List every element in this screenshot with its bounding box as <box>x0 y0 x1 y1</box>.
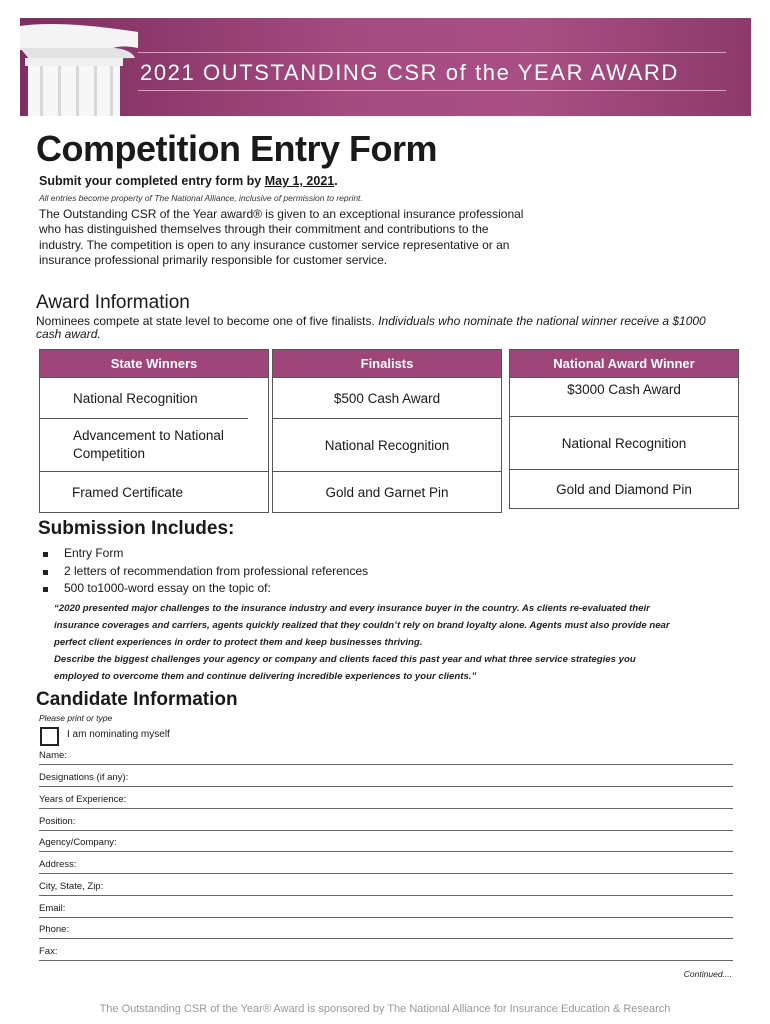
candidate-heading: Candidate Information <box>36 689 238 710</box>
fax-field[interactable]: Fax: <box>39 939 733 961</box>
agency-field[interactable]: Agency/Company: <box>39 830 733 852</box>
table-cell: $500 Cash Award <box>273 377 501 418</box>
table-header: National Award Winner <box>510 350 738 377</box>
table-cell: National Recognition <box>40 377 268 418</box>
phone-field[interactable]: Phone: <box>39 917 733 939</box>
list-item: Entry Form <box>40 546 368 564</box>
property-note: All entries become property of The National Alliance, inclusive of permission to reprint. <box>39 193 363 203</box>
award-info-heading: Award Information <box>36 292 190 313</box>
name-field[interactable]: Name: <box>39 743 733 765</box>
table-cell: National Recognition <box>510 416 738 469</box>
table-cell: Framed Certificate <box>40 471 268 512</box>
sponsor-footer: The Outstanding CSR of the Year® Award is sponsored by The National Alliance for Insurance Education & Research <box>99 1003 671 1015</box>
state-winners-table <box>39 349 269 513</box>
table-header: Finalists <box>273 350 501 377</box>
address-field[interactable]: Address: <box>39 852 733 874</box>
banner-rule-bottom <box>138 90 726 91</box>
table-cell: $3000 Cash Award <box>510 377 738 416</box>
award-title: 2021 OUTSTANDING CSR of the YEAR AWARD <box>140 60 679 85</box>
submission-heading: Submission Includes: <box>38 518 235 539</box>
table-cell: National Recognition <box>273 418 501 471</box>
deadline-date: May 1, 2021 <box>264 174 335 188</box>
essay-topic: “2020 presented major challenges to the insurance industry and every insurance buyer in the country. As clients re-evaluated their insurance coverages and carriers, agents quickly realized that they couldn’t rely on brand loyalty alone. Agents must also provide near perfect client experiences in order to protect them and keep businesses thriving. Describe the biggest challenges your agency or company and clients faced this past year and what three service strategies you employed to overcome them and continue delivering incredible experiences to your clients.” <box>54 603 670 682</box>
pillar-capital-image <box>20 18 138 116</box>
designations-field[interactable]: Designations (if any): <box>39 765 733 787</box>
email-field[interactable]: Email: <box>39 896 733 918</box>
intro-paragraph: The Outstanding CSR of the Year award® is given to an exceptional insurance professional who has distinguished themselves through their commitment and contributions to the industry. The competition is open to any insurance customer service representative or an insurance professional primarily responsible for customer service. <box>39 207 524 267</box>
table-cell: Gold and Diamond Pin <box>510 469 738 508</box>
continued-note: Continued.... <box>683 969 732 979</box>
banner-rule-top <box>138 52 726 53</box>
award-info-desc: Nominees compete at state level to become one of five finalists. Individuals who nominate the national winner receive a $1000 cash award. <box>36 314 706 341</box>
print-note: Please print or type <box>39 713 113 723</box>
city-state-zip-field[interactable]: City, State, Zip: <box>39 874 733 896</box>
header-banner <box>20 18 751 116</box>
table-cell: Gold and Garnet Pin <box>273 471 501 512</box>
list-item: 2 letters of recommendation from professional references <box>40 564 368 582</box>
national-winner-table <box>509 349 739 509</box>
nominate-self-label: I am nominating myself <box>67 729 170 740</box>
submission-list <box>40 546 368 599</box>
table-cell: Advancement to National Competition <box>40 418 248 471</box>
page-title: Competition Entry Form <box>36 128 437 169</box>
list-item: 500 to1000-word essay on the topic of: <box>40 581 368 599</box>
position-field[interactable]: Position: <box>39 809 733 831</box>
finalists-table <box>272 349 502 513</box>
table-header: State Winners <box>40 350 268 377</box>
deadline-text: Submit your completed entry form by May 1, 2021. <box>39 174 338 188</box>
experience-field[interactable]: Years of Experience: <box>39 787 733 809</box>
